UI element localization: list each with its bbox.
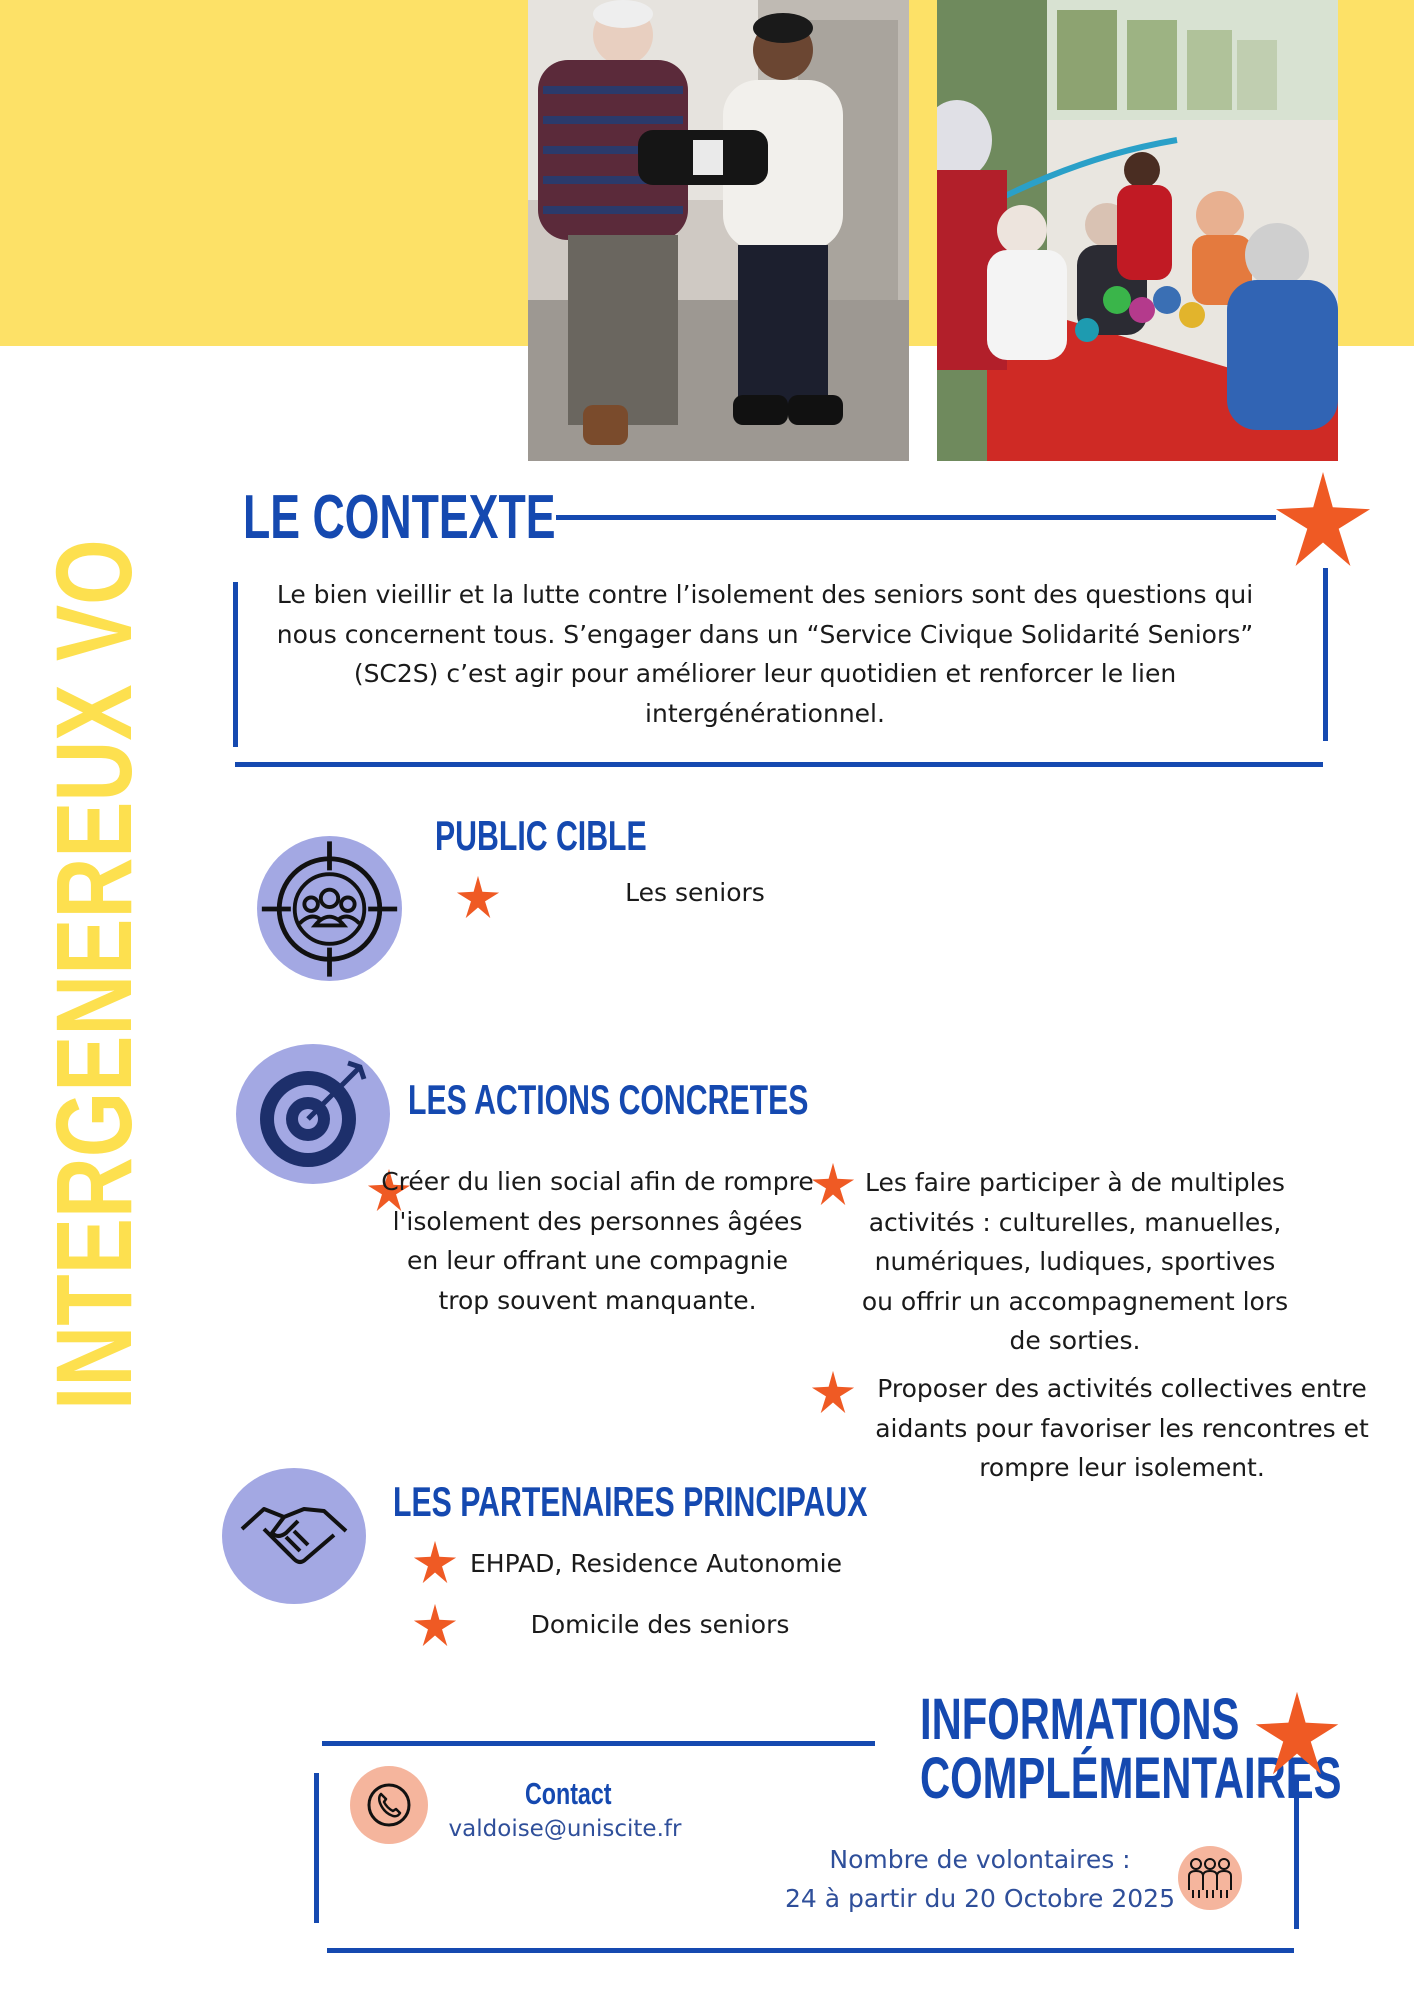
star-icon bbox=[412, 1603, 458, 1647]
volunteers-label: Nombre de volontaires : bbox=[829, 1845, 1131, 1874]
info-box-bottom-border bbox=[327, 1948, 1294, 1953]
star-icon bbox=[810, 1370, 856, 1414]
context-text: Le bien vieillir et la lutte contre l’isolement des seniors sont des questions qui nous concernent tous. S’engager dans un “Service Civique Solidarité Seniors” (SC2S) c’est agir pour améliorer leur quotidien et renforcer le lien intergénérationnel. bbox=[276, 580, 1254, 728]
info-heading-line1: INFORMATIONS bbox=[920, 1687, 1240, 1752]
handshake-icon bbox=[222, 1468, 366, 1604]
context-box-bottom-border bbox=[235, 762, 1323, 767]
info-box-left-border bbox=[314, 1773, 319, 1923]
context-heading-rule bbox=[556, 515, 1276, 520]
partners-heading: LES PARTENAIRES PRINCIPAUX bbox=[393, 1478, 868, 1525]
actions-item-1: Créer du lien social afin de rompre l'isolement des personnes âgées en leur offrant une compagnie trop souvent manquante. bbox=[381, 1167, 814, 1315]
actions-item-3: Proposer des activités collectives entre aidants pour favoriser les rencontres et rompre leur isolement. bbox=[875, 1374, 1369, 1482]
context-box-right-border bbox=[1323, 568, 1328, 741]
context-heading: LE CONTEXTE bbox=[243, 483, 556, 552]
target-group-icon bbox=[257, 836, 402, 981]
partners-item-2: Domicile des seniors bbox=[530, 1610, 790, 1639]
star-icon bbox=[412, 1540, 458, 1584]
contact-label: Contact bbox=[525, 1776, 612, 1811]
star-icon bbox=[810, 1162, 856, 1206]
partners-item-1: EHPAD, Residence Autonomie bbox=[470, 1549, 842, 1578]
context-box-left-border bbox=[233, 582, 238, 747]
info-box-top-border bbox=[322, 1741, 875, 1746]
star-icon bbox=[455, 875, 501, 919]
bullseye-icon bbox=[236, 1044, 390, 1184]
star-icon bbox=[1272, 470, 1374, 568]
actions-heading: LES ACTIONS CONCRETES bbox=[408, 1076, 809, 1123]
actions-item-2: Les faire participer à de multiples activités : culturelles, manuelles, numériques, ludiques, sportives ou offrir un accompagnement lors de sorties. bbox=[861, 1168, 1289, 1355]
phone-icon bbox=[350, 1766, 428, 1844]
photo-seniors-activity bbox=[937, 0, 1338, 461]
public-heading: PUBLIC CIBLE bbox=[435, 812, 647, 859]
star-icon bbox=[1252, 1690, 1342, 1776]
volunteers-value: 24 à partir du 20 Octobre 2025 bbox=[785, 1884, 1175, 1913]
info-heading-line2: COMPLÉMENTAIRES bbox=[920, 1746, 1342, 1811]
people-group-icon bbox=[1178, 1846, 1242, 1910]
contact-email[interactable]: valdoise@uniscite.fr bbox=[448, 1816, 682, 1842]
public-item: Les seniors bbox=[625, 878, 765, 907]
photo-volunteer-with-senior bbox=[528, 0, 909, 461]
